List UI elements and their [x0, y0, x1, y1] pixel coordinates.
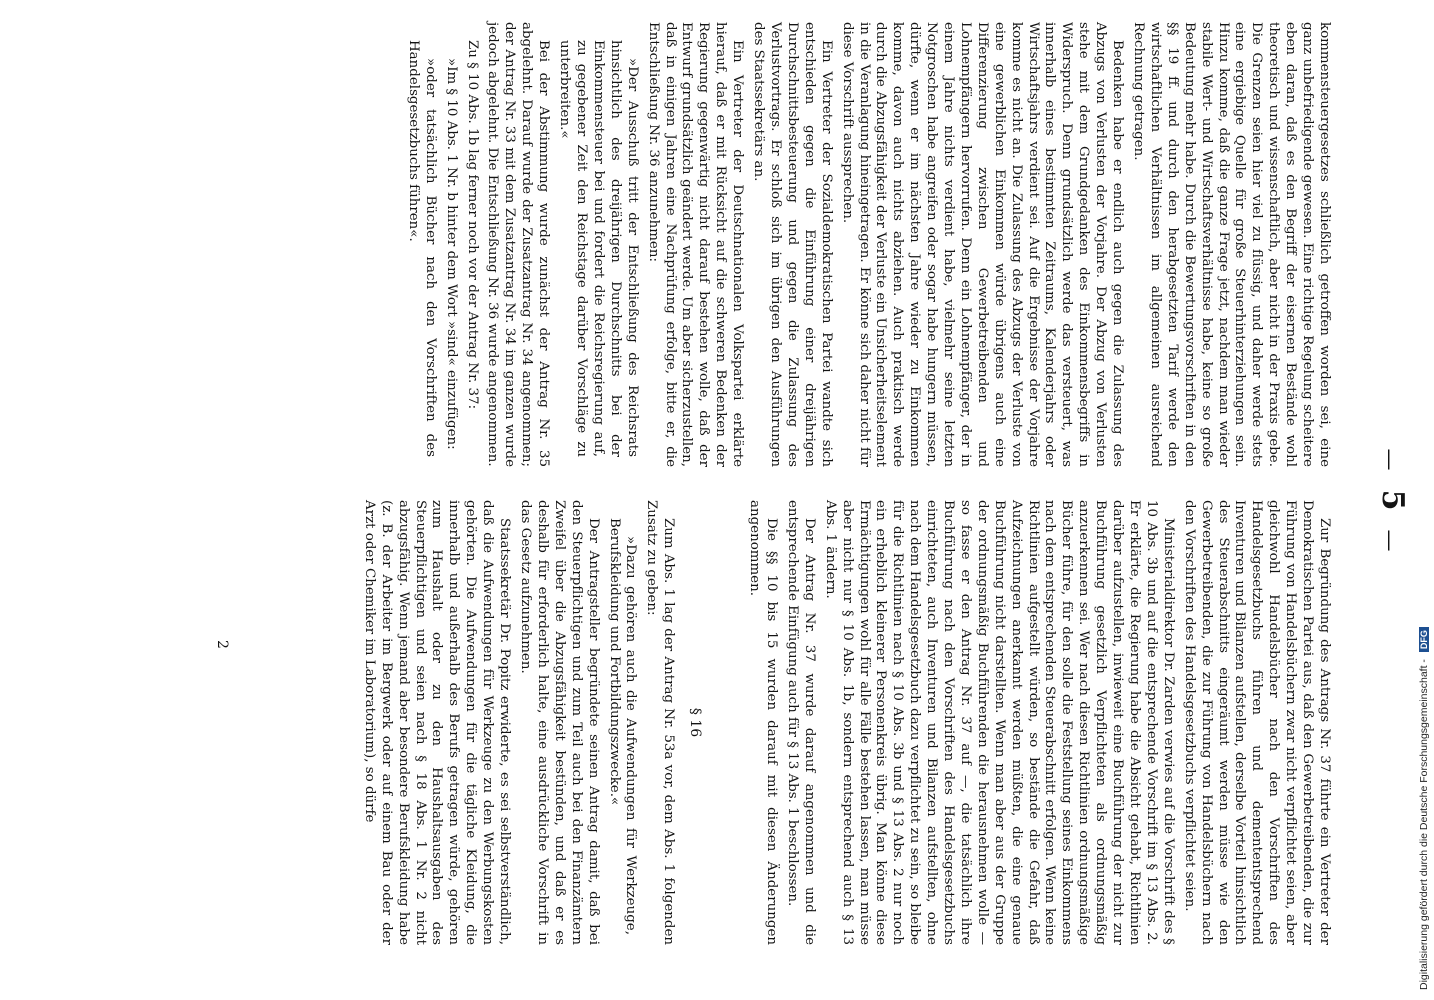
left-paragraph: kommensteuergesetzes schließlich getroffen worden sei, eine ganz unbefriedigende gewesen. Eine richtige Regelung scheitere eben daran, daß es den Begriff der eisernen Bestände wohl theoretisch und wissenschaftlich, aber nicht in der Praxis gebe. Die Grenzen seien hier viel zu flüssig, und daher werde stets eine ergiebige Quelle für große Steuerhinterziehungen sein. Hinzu komme, daß die ganze Frage jetzt, nachdem man wieder stabile Wert- und Wirtschaftsverhältnisse habe, keine so große Bedeutung mehr habe. Durch die Bewertungsvorschriften in den §§ 19 ff. und durch den herabgesetzten Tarif werde den wirtschaftlichen Verhältnissen im allgemeinen ausreichend Rechnung getragen.	[1131, 22, 1332, 467]
digitization-note	[1418, 627, 1430, 990]
left-paragraph: Ein Vertreter der Sozialdemokratischen Partei wandte sich entschieden gegen die Einführung einer dreijährigen Durchschnittsbesteuerung und gegen die Zulassung des Verlustvortrags. Er schloß sich im übrigen den Ausführungen des Staatssekretärs an.	[751, 22, 834, 467]
header-dash-left: —	[1377, 448, 1402, 471]
right-paragraph: Zur Begründung des Antrags Nr. 37 führte ein Vertreter der Demokratischen Partei aus, daß den Gewerbetreibenden, die zur Führung von Handelsbüchern zwar nicht verpflichtet seien, aber gleichwohl Handelsbücher nach den Vorschriften des Handelsgesetzbuchs führen und demententsprechend Inventuren und Bilanzen aufstellen, derselbe Vorteil hinsichtlich des Steuerabschnitts eingeräumt werden müsse wie den Gewerbetreibenden, die zur Führung von Handelsbüchern nach den Vorschriften des Handelsgesetzbuchs verpflichtet seien.	[1181, 500, 1332, 945]
left-paragraph: Ein Vertreter der Deutschnationalen Volkspartei erklärte hierauf, daß er mit Rücksicht auf die schweren Bedenken der Regierung gegenwärtig nicht darauf bestehen wolle, daß der Entwurf grundsätzlich geändert werde. Um aber sicherzustellen, daß in einigen Jahren eine Nachprüfung erfolge, bitte er, die Entschließung Nr. 36 anzunehmen:	[645, 22, 746, 467]
digitization-separator: -	[1418, 656, 1430, 666]
left-quote: »Der Ausschuß tritt der Entschließung des Reichsrats hinsichtlich des dreijährigen Durchschnitts bei der Einkommensteuer bei und fordert die Reichsregierung auf, zu gegebener Zeit den Reichstage darüber Vorschläge zu unterbreiten.«	[557, 40, 640, 457]
left-column	[400, 22, 1332, 467]
left-paragraph: Zu § 10 Abs. 1b lag ferner noch vor der Antrag Nr. 37:	[464, 40, 480, 410]
digitization-text: Digitalisierung gefördert durch die Deutsche Forschungsgemeinschaft	[1418, 665, 1430, 990]
left-quote: »oder tatsächlich Bücher nach den Vorschriften des Handelsgesetzbuchs führen«.	[405, 40, 438, 457]
left-paragraph: Bedenken habe er endlich auch gegen die Zulassung des Abzugs von Verlusten der Vorjahre. Der Abzug von Verlusten stehe mit dem Grundgedanken des Einkommensbegriffs in Widerspruch. Denn grundsätzlich werde das versteuert, was innerhalb eines bestimmten Zeitraums, Kalenderjahrs oder Wirtschaftsjahrs verdient sei. Auf die Ergebnisse der Vorjahre komme es nicht an. Die Zulassung des Abzugs der Verluste von eine gewerblichen Einkommen würde übrigens auch eine Differenzierung zwischen Gewerbetreibenden und Lohnempfängern hervorrufen. Denn ein Lohnempfänger, der in einem Jahre nichts verdient habe, vielmehr seine letzten Notgroschen habe angreifen oder sogar habe hungern müssen, dürfte, wenn er im nächsten Jahre wieder zu Einkommen komme, davon auch nichts abziehen. Auch praktisch werde durch die Abzugsfähigkeit der Verluste ein Unsicherheitselement in die Veranlagung hineingetragen. Er könne sich daher nicht für diese Vorschrift aussprechen.	[839, 22, 1126, 467]
right-paragraph: Der Antrag Nr. 37 wurde darauf angenommen und die entsprechende Einfügung auch für § 13 Abs. 1 beschlossen.	[784, 500, 817, 945]
right-paragraph: Ministerialdirektor Dr. Zarden verwies auf die Vorschrift des § 10 Abs. 3b und auf die entsprechende Vorschrift im § 13 Abs. 2. Er erklärte, die Regierung habe die Absicht gehabt, Richtlinien darüber aufzustellen, inwieweit eine Buchführung der nicht zur Buchführung gesetzlich Verpflichteten als ordnungsmäßig anzuerkennen sei. Wer nach diesen Richtlinien ordnungsmäßige Bücher führe, für den solle die Feststellung seines Einkommens nach dem entsprechenden Steuerabschnitt erfolgen. Wenn keine Richtlinien aufgestellt würden, so bestände die Gefahr, daß Aufzeichnungen anerkannt werden müßten, die eine genaue Buchführung nicht darstellten. Wenn man aber aus der Gruppe der ordnungsmäßig Buchführenden die herausnehmen wolle — so fasse er den Antrag Nr. 37 auf —, die tatsächlich ihre Buchführung nach den Vorschriften des Handelsgesetzbuchs einrichteten, auch Inventuren und Bilanzen aufstellten, ohne nach dem Handelsgesetzbuch dazu verpflichtet zu sein, so bleibe für die Richtlinien nach § 10 Abs. 3b und § 13 Abs. 2 nur noch ein erheblich kleinerer Personenkreis übrig. Man könne diese Ermächtigungen wohl für alle Fälle bestehen lassen, man müsse aber nicht nur § 10 Abs. 1b, sondern entsprechend auch § 13 Abs. 1 ändern.	[822, 500, 1176, 945]
dfg-logo: DFG	[1419, 627, 1429, 652]
header-dash-right: —	[1377, 529, 1402, 552]
right-paragraph: Die §§ 10 bis 15 wurden darauf mit diesen Änderungen angenommen.	[747, 500, 779, 945]
digitization-sidebar	[1418, 0, 1434, 1000]
right-paragraph: Zum Abs. 1 lag der Antrag Nr. 53a vor, dem Abs. 1 folgenden Zusatz zu geben:	[644, 500, 677, 945]
section-heading: § 16	[687, 707, 704, 738]
right-quote: »Dazu gehören auch die Aufwendungen für Werkzeuge, Berufskleidung und Fortbildungszwecke.«	[606, 518, 639, 935]
page-number-top: 5	[1375, 489, 1410, 511]
page-number-bottom: 2	[214, 640, 230, 649]
right-paragraph: Der Antragsteller begründete seinen Antrag damit, daß bei den Steuerpflichtigen und zum Teil auch bei den Finanzämtern Zweifel über die Abzugsfähigkeit bestünden, und daß er es deshalb für erforderlich halte, eine ausdrückliche Vorschrift in das Gesetz aufzunehmen.	[518, 500, 601, 945]
left-paragraph: Bei der Abstimmung wurde zunächst der Antrag Nr. 35 abgelehnt. Darauf wurde der Zusatzantrag Nr. 34 angenommen; der Antrag Nr. 33 mit dem Zusatzantrag Nr. 34 im ganzen wurde jedoch abgelehnt. Die Entschließung Nr. 36 wurde angenommen.	[485, 22, 552, 467]
left-quote: »Im § 10 Abs. 1 Nr. b hinter dem Wort »sind« einzufügen:	[443, 58, 459, 450]
right-paragraph: Staatssekretär Dr. Popitz erwiderte, es sei selbstverständlich, daß die Aufwendungen für Werkzeuge zu den Werbungskosten gehörten. Die Aufwendungen für die tägliche Kleidung, die innerhalb und außerhalb des Berufs getragen würde, gehören zum Haushalt oder zu den Haushaltsausgaben des Steuerpflichtigen und seien nach § 18 Abs. 1 Nr. 2 nicht abzugsfähig. Wenn jemand aber besondere Berufskleidung habe (z. B. der Arbeiter im Bergwerk oder auf einem Bau oder der Arzt oder Chemiker im Laboratorium), so dürfe	[361, 500, 513, 945]
right-column	[356, 500, 1332, 945]
page-header	[1340, 0, 1410, 1000]
